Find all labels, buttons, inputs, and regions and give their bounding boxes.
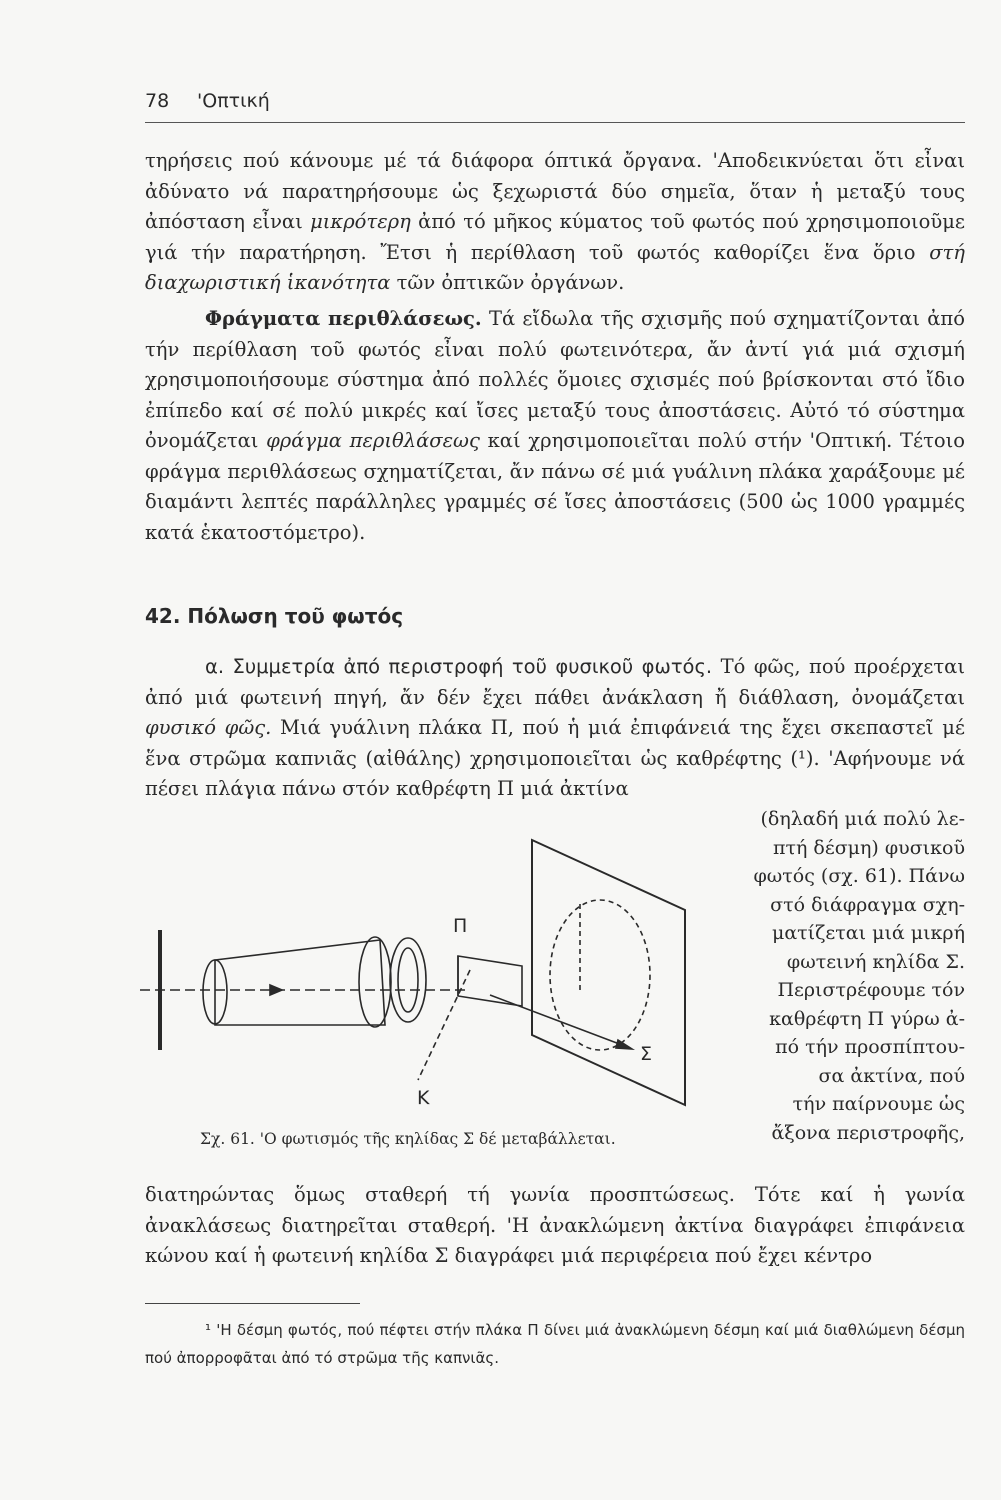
subsection-heading: α. Συμμετρία ἀπό περιστροφή τοῦ φυσικοῦ φωτός. xyxy=(205,655,713,678)
paragraph-polarization: α. Συμμετρία ἀπό περιστροφή τοῦ φυσικοῦ φωτός. Τό φῶς, πού προέρχεται ἀπό μιά φωτεινή πηγή, ἄν δέν ἔχει πάθει ἀνάκλαση ἤ διάθλαση, ὀνομάζεται φυσικό φῶς. Μιά γυάλινη πλάκα Π, πού ἡ μιά ἐπιφάνειά της ἔχει σκεπαστεῖ μέ ἕνα στρῶμα καπνιᾶς (αἰθάλης) χρησιμοποιεῖται ὡς καθρέφτης (¹). 'Αφήνουμε νά πέσει πλάγια πάνω στόν καθρέφτη Π μιά ἀκτίνα xyxy=(145,655,965,800)
side-line: Περιστρέφουμε τόν xyxy=(777,979,965,1001)
footnote-rule xyxy=(145,1303,360,1304)
section-title: 42. Πόλωση τοῦ φωτός xyxy=(145,604,404,628)
side-line: στό διάφραγμα σχη- xyxy=(770,893,965,916)
footnote: ¹ 'Η δέσμη φωτός, πού πέφτει στήν πλάκα Π δίνει μιά ἀνακλώμενη δέσμη καί μιά διαθλώμενη δέσμη πού ἀπορροφᾶται ἀπό τό στρῶμα τῆς καπνιᾶς. xyxy=(145,1321,965,1367)
side-line: ματίζεται μιά μικρή xyxy=(771,922,965,944)
side-text-column xyxy=(730,805,965,1147)
label-mirror: Π xyxy=(453,915,468,937)
screen xyxy=(532,840,685,1105)
tube-ring-inner xyxy=(390,938,426,1022)
side-line: ἄξονα περιστροφῆς, xyxy=(771,1121,965,1144)
side-line: καθρέφτη Π γύρω ἀ- xyxy=(769,1007,965,1030)
side-line: πτή δέσμη) φυσικοῦ xyxy=(773,836,965,859)
paragraph-resolution: τηρήσεις πού κάνουμε μέ τά διάφορα όπτικά ὄργανα. 'Αποδεικνύεται ὅτι εἶναι ἀδύνατο νά παρατηρήσουμε ὡς ξεχωριστά δύο σημεῖα, ὅταν ἡ μεταξύ τους ἀπόσταση εἶναι μικρότερη ἀπό τό μῆκος κύματος τοῦ φωτός πού χρησιμοποιοῦμε γιά τήν παρατήρηση. Ἔτσι ἡ περίθλαση τοῦ φωτός καθορίζει ἕνα ὅριο στή διαχωριστική ἱκανότητα τῶν ὀπτικῶν ὀργάνων. xyxy=(145,149,965,294)
tube-ring xyxy=(359,937,391,1027)
label-spot: Σ xyxy=(640,1043,653,1065)
figure-61-polarization-diagram xyxy=(140,820,710,1120)
paragraph-heading: Φράγματα περιθλάσεως. xyxy=(205,307,482,330)
mirror-plate xyxy=(458,956,522,1006)
spot-circle xyxy=(550,900,650,1050)
side-line: φωτός (σχ. 61). Πάνω xyxy=(753,865,965,887)
figure-caption: Σχ. 61. 'Ο φωτισμός τῆς κηλίδας Σ δέ μεταβάλλεται. xyxy=(200,1130,616,1148)
reflected-ray xyxy=(490,995,630,1048)
side-line: σα ἀκτίνα, πού xyxy=(818,1064,965,1087)
paragraph-gratings: Φράγματα περιθλάσεως. Τά εἴδωλα τῆς σχισμῆς πού σχηματίζονται ἀπό τήν περίθλαση τοῦ φωτός εἶναι πολύ φωτεινότερα, ἄν ἀντί γιά μιά σχισμή χρησιμοποιήσουμε σύστημα ἀπό πολλές ὅμοιες σχισμές πού βρίσκονται στό ἴδιο ἐπίπεδο καί σέ πολύ μικρές καί ἴσες μεταξύ τους ἀποστάσεις. Αὐτό τό σύστημα ὀνομάζεται φράγμα περιθλάσεως καί χρησιμοποιεῖται πολύ στήν 'Οπτική. Τέτοιο φράγμα περιθλάσεως σχηματίζεται, ἄν πάνω σέ μιά γυάλινη πλάκα χαράξουμε μέ διαμάντι λεπτές παράλληλες γραμμές σέ ἴσες ἀποστάσεις (500 ὡς 1000 γραμμές κατά ἑκατοστόμετρο). xyxy=(145,307,966,544)
header-title: 'Οπτική xyxy=(197,90,270,112)
side-line: πό τήν προσπίπτου- xyxy=(775,1036,965,1058)
tube-ring-core xyxy=(398,948,418,1012)
side-line: (δηλαδή μιά πολύ λε- xyxy=(760,808,965,830)
header-rule xyxy=(145,122,965,123)
page-number: 78 xyxy=(145,90,170,112)
side-line: φωτεινή κηλίδα Σ. xyxy=(786,950,965,973)
ray-arrow-icon xyxy=(270,985,282,995)
paragraph-rotation: διατηρώντας ὅμως σταθερή τή γωνία προσπτώσεως. Τότε καί ἡ γωνία ἀνακλάσεως διατηρεῖται σταθερή. 'Η ἀνακλώμενη ἀκτίνα διαγράφει ἐπιφάνεια κώνου καί ἡ φωτεινή κηλίδα Σ διαγράφει μιά περιφέρεια πού ἔχει κέντρο xyxy=(145,1183,965,1267)
side-line: τήν παίρνουμε ὡς xyxy=(792,1093,965,1115)
label-axis: Κ xyxy=(417,1087,430,1109)
running-header xyxy=(145,90,270,112)
